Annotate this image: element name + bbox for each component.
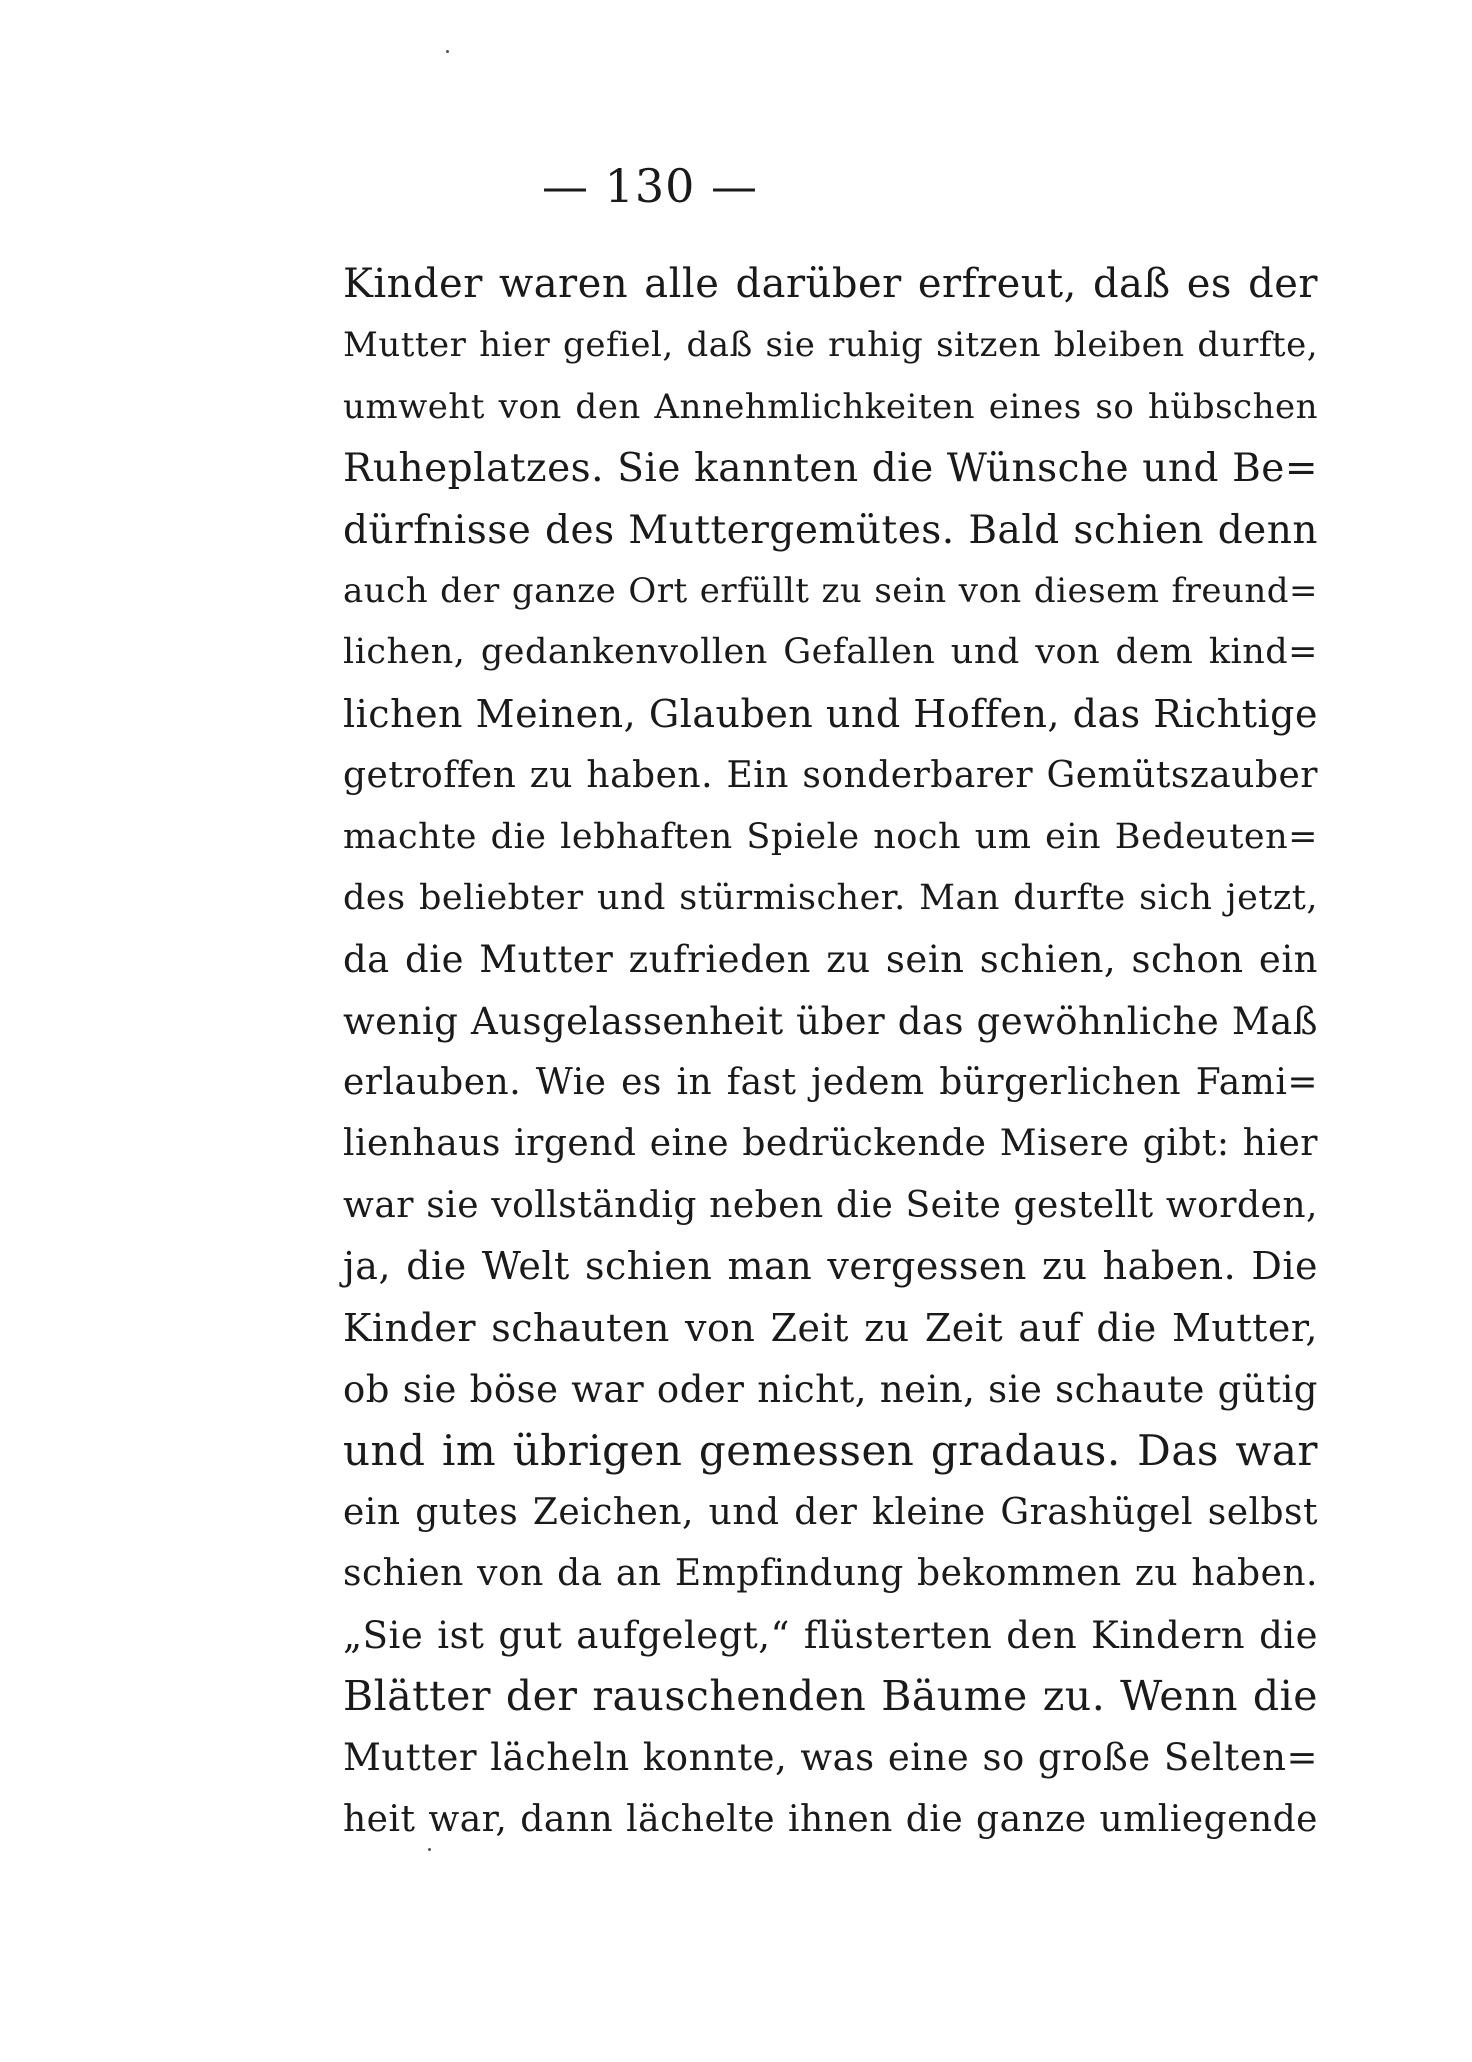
text-line: „Sie ist gut aufgelegt,“ flüsterten den Kindern die bbox=[343, 1613, 1318, 1657]
text-line: Mutter hier gefiel, daß sie ruhig sitzen bleiben durfte, bbox=[343, 325, 1318, 366]
text-line: getroffen zu haben. Ein sonderbarer Gemütszauber bbox=[343, 755, 1318, 797]
text-line: Kinder schauten von Zeit zu Zeit auf die Mutter, bbox=[343, 1305, 1318, 1350]
text-line: Mutter lächeln konnte, was eine so große Selten= bbox=[343, 1736, 1318, 1780]
text-line: auch der ganze Ort erfüllt zu sein von diesem freund= bbox=[343, 570, 1318, 611]
text-line: ja, die Welt schien man vergessen zu haben. Die bbox=[343, 1244, 1318, 1289]
text-line: des beliebter und stürmischer. Man durfte sich jetzt, bbox=[343, 877, 1318, 918]
text-line: machte die lebhaften Spiele noch um ein Bedeuten= bbox=[343, 816, 1318, 857]
text-line: ob sie böse war oder nicht, nein, sie schaute gütig bbox=[343, 1368, 1318, 1412]
page-number: — 130 — bbox=[541, 159, 759, 213]
text-line: lichen Meinen, Glauben und Hoffen, das Richtige bbox=[343, 691, 1318, 736]
text-line: lichen, gedankenvollen Gefallen und von dem kind= bbox=[343, 632, 1318, 673]
text-line: war sie vollständig neben die Seite gestellt worden, bbox=[343, 1184, 1318, 1226]
text-line: Ruheplatzes. Sie kannten die Wünsche und Be= bbox=[343, 446, 1318, 492]
paper-speck bbox=[428, 1848, 431, 1851]
text-line: Blätter der rauschenden Bäume zu. Wenn die bbox=[343, 1671, 1318, 1720]
text-line: wenig Ausgelassenheit über das gewöhnliche Maß bbox=[343, 999, 1318, 1043]
text-line: umweht von den Annehmlichkeiten eines so hübschen bbox=[343, 386, 1318, 427]
text-line: Kinder waren alle darüber erfreut, daß es der bbox=[343, 261, 1318, 307]
text-line: ein gutes Zeichen, und der kleine Grashügel selbst bbox=[343, 1491, 1318, 1533]
text-line: lienhaus irgend eine bedrückende Misere gibt: hier bbox=[343, 1123, 1318, 1165]
body-text bbox=[343, 254, 1318, 1850]
text-line: dürfnisse des Muttergemütes. Bald schien denn bbox=[343, 507, 1318, 553]
text-line: schien von da an Empfindung bekommen zu haben. bbox=[343, 1553, 1318, 1595]
paper-speck bbox=[446, 50, 449, 53]
text-line: da die Mutter zufrieden zu sein schien, schon ein bbox=[343, 938, 1318, 982]
text-line: erlauben. Wie es in fast jedem bürgerlichen Fami= bbox=[343, 1062, 1318, 1104]
text-line: und im übrigen gemessen gradaus. Das war bbox=[343, 1426, 1318, 1476]
text-line: heit war, dann lächelte ihnen die ganze umliegende bbox=[343, 1798, 1318, 1840]
